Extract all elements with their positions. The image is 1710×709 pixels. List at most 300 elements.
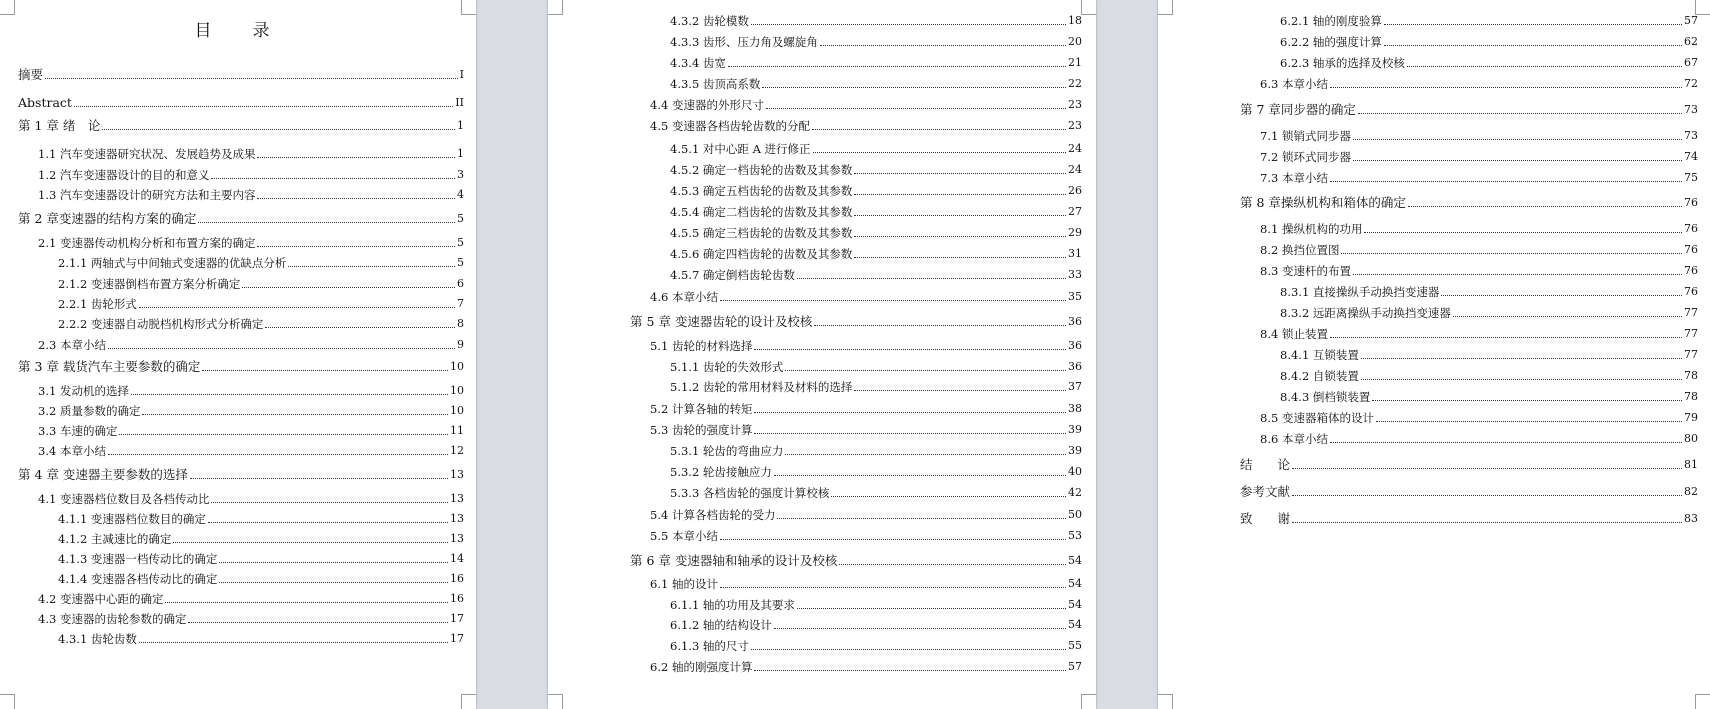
toc-entry-text: 5.3.2 轮齿接触应力	[670, 465, 772, 479]
toc-entry-page-number: 22	[1068, 77, 1082, 90]
toc-entry-text: 1.1 汽车变速器研究状况、发展趋势及成果	[38, 147, 256, 161]
toc-entry-page-number: 38	[1068, 402, 1082, 415]
toc-entry-page-number: 17	[450, 632, 464, 645]
toc-entry-page-number: 23	[1068, 98, 1082, 111]
toc-entry-text: 4.3.3 齿形、压力角及螺旋角	[670, 35, 818, 49]
toc-entry[interactable]	[1280, 12, 1698, 28]
toc-leader-dots	[814, 325, 1066, 326]
document-page-2	[548, 0, 1096, 709]
toc-entry-text: 4.5 变速器各档齿轮齿数的分配	[650, 119, 810, 133]
toc-entry-text: 2.2.1 齿轮形式	[58, 297, 137, 311]
toc-entry[interactable]	[670, 12, 1082, 28]
toc-entry-page-number: 77	[1684, 327, 1698, 340]
toc-leader-dots	[139, 642, 448, 643]
toc-leader-dots	[45, 78, 458, 79]
toc-leader-dots	[131, 394, 448, 395]
toc-entry[interactable]	[38, 490, 464, 506]
toc-entry-page-number: 33	[1068, 268, 1082, 281]
toc-entry[interactable]	[18, 466, 464, 482]
toc-entry[interactable]	[1240, 101, 1698, 117]
toc-entry[interactable]	[58, 530, 464, 546]
toc-entry-page-number: 39	[1068, 444, 1082, 457]
toc-entry-text: 6.1.1 轴的功用及其要求	[670, 598, 795, 612]
toc-entry-text: 5.2 计算各轴的转矩	[650, 402, 753, 416]
toc-entry-text: 第 5 章 变速器齿轮的设计及校核	[630, 314, 813, 329]
toc-entry[interactable]	[18, 210, 464, 226]
toc-entry-page-number: 3	[457, 168, 464, 181]
toc-leader-dots	[1353, 274, 1682, 275]
toc-entry[interactable]	[670, 182, 1082, 198]
toc-entry-text: 3.3 车速的确定	[38, 424, 118, 438]
toc-entry-text: 第 7 章同步器的确定	[1240, 102, 1356, 117]
toc-entry[interactable]	[1260, 262, 1698, 278]
toc-entry-page-number: 1	[457, 119, 464, 132]
toc-entry[interactable]	[670, 378, 1082, 394]
toc-entry[interactable]	[58, 630, 464, 646]
toc-leader-dots	[854, 173, 1066, 174]
document-page-3	[1158, 0, 1710, 709]
toc-entry-page-number: 29	[1068, 226, 1082, 239]
toc-entry[interactable]	[670, 596, 1082, 612]
toc-entry-page-number: 55	[1068, 639, 1082, 652]
toc-entry[interactable]	[1260, 241, 1698, 257]
toc-entry-page-number: 78	[1684, 369, 1698, 382]
toc-entry[interactable]	[1240, 456, 1698, 472]
toc-entry[interactable]	[58, 510, 464, 526]
toc-entry-page-number: 81	[1684, 458, 1698, 471]
toc-entry[interactable]	[38, 422, 464, 438]
toc-leader-dots	[1330, 87, 1682, 88]
toc-leader-dots	[1330, 181, 1682, 182]
toc-entry-page-number: 76	[1684, 196, 1698, 209]
toc-entry-text: 2.1 变速器传动机构分析和布置方案的确定	[38, 236, 256, 250]
toc-leader-dots	[208, 522, 448, 523]
toc-entry-text: 8.5 变速器箱体的设计	[1260, 411, 1374, 425]
toc-entry[interactable]	[650, 575, 1082, 591]
toc-entry-page-number: 11	[450, 424, 464, 437]
toc-leader-dots	[142, 414, 448, 415]
toc-entry-page-number: 73	[1684, 129, 1698, 142]
toc-entry-page-number: 6	[457, 277, 464, 290]
toc-entry-page-number: 37	[1068, 380, 1082, 393]
toc-entry-text: 2.2.2 变速器自动脱档机构形式分析确定	[58, 317, 264, 331]
toc-entry-text: 第 6 章 变速器轴和轴承的设计及校核	[630, 553, 838, 568]
toc-leader-dots	[219, 562, 448, 563]
toc-leader-dots	[1384, 45, 1682, 46]
toc-entry-page-number: 39	[1068, 423, 1082, 436]
toc-leader-dots	[854, 215, 1066, 216]
toc-leader-dots	[1372, 400, 1682, 401]
toc-entry-page-number: 21	[1068, 56, 1082, 69]
toc-entry-page-number: 27	[1068, 205, 1082, 218]
toc-entry[interactable]	[670, 266, 1082, 282]
toc-entry[interactable]	[650, 96, 1082, 112]
toc-entry-page-number: 10	[450, 384, 464, 397]
toc-entry-page-number: 16	[450, 572, 464, 585]
toc-entry-text: 1.3 汽车变速器设计的研究方法和主要内容	[38, 188, 256, 202]
toc-leader-dots	[211, 178, 455, 179]
toc-entry[interactable]	[670, 203, 1082, 219]
toc-leader-dots	[785, 454, 1066, 455]
toc-entry-text: 5.1.2 齿轮的常用材料及材料的选择	[670, 380, 853, 394]
toc-entry-page-number: 75	[1684, 171, 1698, 184]
toc-entry[interactable]	[670, 358, 1082, 374]
toc-entry-text: 4.5.5 确定三档齿轮的齿数及其参数	[670, 226, 853, 240]
toc-entry[interactable]	[38, 402, 464, 418]
crop-mark	[461, 694, 476, 709]
toc-leader-dots	[119, 434, 448, 435]
toc-entry[interactable]	[1280, 283, 1698, 299]
toc-entry[interactable]	[630, 313, 1082, 329]
toc-entry[interactable]	[670, 54, 1082, 70]
toc-entry[interactable]	[670, 463, 1082, 479]
toc-entry[interactable]	[1280, 304, 1698, 320]
toc-entry-page-number: 80	[1684, 432, 1698, 445]
toc-entry-page-number: 36	[1068, 315, 1082, 328]
toc-entry[interactable]	[38, 442, 464, 458]
toc-leader-dots	[854, 390, 1066, 391]
toc-entry-text: 5.1.1 齿轮的失效形式	[670, 360, 784, 374]
toc-entry-page-number: 82	[1684, 485, 1698, 498]
toc-entry-page-number: 20	[1068, 35, 1082, 48]
toc-entry-page-number: 35	[1068, 290, 1082, 303]
toc-entry[interactable]	[58, 295, 464, 311]
toc-entry[interactable]	[650, 527, 1082, 543]
toc-leader-dots	[728, 66, 1066, 67]
toc-entry-text: 2.1.1 两轴式与中间轴式变速器的优缺点分析	[58, 256, 287, 270]
toc-leader-dots	[720, 587, 1066, 588]
toc-entry-text: 参考文献	[1240, 484, 1291, 499]
toc-entry[interactable]	[38, 145, 464, 161]
toc-leader-dots	[1292, 522, 1682, 523]
toc-entry-page-number: 40	[1068, 465, 1082, 478]
toc-leader-dots	[1353, 160, 1682, 161]
toc-entry[interactable]	[670, 616, 1082, 632]
toc-entry[interactable]	[670, 140, 1082, 156]
toc-entry[interactable]	[58, 570, 464, 586]
toc-entry-text: 2.1.2 变速器倒档布置方案分析确定	[58, 277, 241, 291]
toc-leader-dots	[1361, 358, 1682, 359]
toc-leader-dots	[766, 108, 1066, 109]
toc-entry-text: 4.3.1 齿轮齿数	[58, 632, 137, 646]
toc-leader-dots	[108, 348, 455, 349]
toc-entry-page-number: 76	[1684, 264, 1698, 277]
toc-entry-text: 4.3.5 齿顶高系数	[670, 77, 761, 91]
toc-entry[interactable]	[650, 658, 1082, 674]
toc-leader-dots	[198, 222, 455, 223]
toc-leader-dots	[1330, 442, 1682, 443]
toc-entry-page-number: 13	[450, 512, 464, 525]
toc-entry-page-number: 72	[1684, 77, 1698, 90]
toc-entry-page-number: 24	[1068, 142, 1082, 155]
toc-entry-text: 8.6 本章小结	[1260, 432, 1328, 446]
crop-mark	[1695, 694, 1710, 709]
toc-entry-text: 8.3.2 远距离操纵手动换挡变速器	[1280, 306, 1451, 320]
toc-entry-page-number: 57	[1068, 660, 1082, 673]
toc-entry[interactable]	[58, 550, 464, 566]
toc-leader-dots	[751, 649, 1066, 650]
toc-entry-page-number: I	[459, 68, 464, 81]
toc-entry[interactable]	[38, 166, 464, 182]
toc-entry-text: 第 2 章变速器的结构方案的确定	[18, 211, 197, 226]
toc-entry-text: 6.2.1 轴的刚度验算	[1280, 14, 1382, 28]
crop-mark	[1081, 0, 1096, 15]
toc-leader-dots	[762, 87, 1066, 88]
toc-entry[interactable]	[670, 75, 1082, 91]
toc-leader-dots	[1407, 66, 1682, 67]
toc-entry[interactable]	[650, 421, 1082, 437]
toc-leader-dots	[173, 542, 448, 543]
toc-entry[interactable]	[1260, 127, 1698, 143]
toc-leader-dots	[1353, 139, 1682, 140]
toc-entry-text: 4.3 变速器的齿轮参数的确定	[38, 612, 187, 626]
toc-entry[interactable]	[1240, 483, 1698, 499]
toc-entry[interactable]	[670, 224, 1082, 240]
toc-entry-text: 4.5.3 确定五档齿轮的齿数及其参数	[670, 184, 853, 198]
toc-title: 目 录	[194, 21, 282, 41]
toc-leader-dots	[1361, 379, 1682, 380]
toc-leader-dots	[1292, 495, 1682, 496]
toc-entry-text: 4.3.4 齿宽	[670, 56, 726, 70]
toc-entry-page-number: 31	[1068, 247, 1082, 260]
toc-entry[interactable]	[1260, 148, 1698, 164]
toc-leader-dots	[754, 412, 1066, 413]
toc-leader-dots	[854, 194, 1066, 195]
toc-entry-text: 4.6 本章小结	[650, 290, 718, 304]
toc-leader-dots	[839, 564, 1066, 565]
toc-entry-text: 3.1 发动机的选择	[38, 384, 129, 398]
toc-entry-page-number: 4	[457, 188, 464, 201]
toc-entry-page-number: 10	[450, 404, 464, 417]
toc-entry-page-number: 83	[1684, 512, 1698, 525]
toc-leader-dots	[190, 478, 448, 479]
toc-entry-text: 4.1.2 主减速比的确定	[58, 532, 172, 546]
toc-entry[interactable]	[58, 275, 464, 291]
toc-entry[interactable]	[38, 186, 464, 202]
toc-entry-text: 5.3 齿轮的强度计算	[650, 423, 753, 437]
toc-entry-text: 8.3 变速杆的布置	[1260, 264, 1351, 278]
toc-leader-dots	[797, 608, 1066, 609]
toc-leader-dots	[188, 622, 448, 623]
toc-entry-text: 8.4 锁止装置	[1260, 327, 1328, 341]
toc-entry-text: 5.3.1 轮齿的弯曲应力	[670, 444, 784, 458]
toc-entry-text: 6.1.3 轴的尺寸	[670, 639, 749, 653]
toc-leader-dots	[854, 257, 1066, 258]
toc-entry[interactable]	[650, 337, 1082, 353]
toc-entry[interactable]	[1280, 54, 1698, 70]
toc-leader-dots	[102, 129, 455, 130]
toc-entry-text: 7.3 本章小结	[1260, 171, 1328, 185]
toc-entry[interactable]	[650, 288, 1082, 304]
toc-entry-text: 5.4 计算各档齿轮的受力	[650, 508, 776, 522]
toc-entry[interactable]	[18, 94, 464, 110]
toc-entry-text: 4.1 变速器档位数目及各档传动比	[38, 492, 210, 506]
toc-entry-text: 4.3.2 齿轮模数	[670, 14, 749, 28]
toc-entry-page-number: 36	[1068, 360, 1082, 373]
toc-leader-dots	[774, 475, 1066, 476]
toc-entry[interactable]	[630, 552, 1082, 568]
toc-entry-page-number: 18	[1068, 14, 1082, 27]
toc-entry-text: 第 4 章 变速器主要参数的选择	[18, 467, 188, 482]
toc-entry[interactable]	[18, 117, 464, 133]
toc-leader-dots	[1292, 468, 1682, 469]
toc-entry-text: 2.3 本章小结	[38, 338, 106, 352]
toc-entry-page-number: II	[455, 96, 464, 109]
toc-entry-page-number: 12	[450, 444, 464, 457]
toc-entry[interactable]	[1260, 430, 1698, 446]
toc-entry[interactable]	[670, 637, 1082, 653]
toc-leader-dots	[288, 266, 455, 267]
toc-entry-text: 5.5 本章小结	[650, 529, 718, 543]
toc-entry-text: 第 1 章 绪 论	[18, 118, 101, 133]
toc-leader-dots	[751, 24, 1066, 25]
toc-entry-page-number: 62	[1684, 35, 1698, 48]
toc-leader-dots	[797, 278, 1066, 279]
toc-entry[interactable]	[1240, 194, 1698, 210]
toc-entry-text: 第 8 章操纵机构和箱体的确定	[1240, 195, 1406, 210]
toc-entry-text: 5.3.3 各档齿轮的强度计算校核	[670, 486, 830, 500]
toc-entry[interactable]	[38, 382, 464, 398]
toc-entry[interactable]	[650, 400, 1082, 416]
toc-entry-text: 致 谢	[1240, 511, 1291, 526]
crop-mark	[1081, 694, 1096, 709]
toc-entry[interactable]	[650, 117, 1082, 133]
toc-entry[interactable]	[58, 315, 464, 331]
crop-mark	[548, 694, 563, 709]
toc-leader-dots	[831, 496, 1066, 497]
toc-entry[interactable]	[1280, 33, 1698, 49]
toc-leader-dots	[202, 370, 448, 371]
toc-entry-page-number: 5	[457, 212, 464, 225]
toc-leader-dots	[1341, 253, 1682, 254]
toc-entry[interactable]	[1260, 409, 1698, 425]
toc-entry-text: 8.2 换挡位置图	[1260, 243, 1340, 257]
toc-entry[interactable]	[1280, 367, 1698, 383]
document-page-1	[0, 0, 476, 709]
toc-entry[interactable]	[1260, 169, 1698, 185]
toc-entry-page-number: 77	[1684, 306, 1698, 319]
toc-entry[interactable]	[670, 33, 1082, 49]
toc-leader-dots	[1408, 206, 1682, 207]
toc-entry-page-number: 14	[450, 552, 464, 565]
toc-entry[interactable]	[1240, 510, 1698, 526]
toc-entry-page-number: 1	[457, 147, 464, 160]
toc-entry-text: Abstract	[18, 95, 72, 110]
toc-leader-dots	[165, 602, 448, 603]
toc-entry-page-number: 8	[457, 317, 464, 330]
toc-leader-dots	[813, 152, 1066, 153]
toc-entry[interactable]	[1260, 220, 1698, 236]
toc-entry-page-number: 5	[457, 256, 464, 269]
toc-leader-dots	[785, 370, 1066, 371]
toc-entry-page-number: 54	[1068, 598, 1082, 611]
toc-entry[interactable]	[670, 161, 1082, 177]
toc-entry[interactable]	[1280, 346, 1698, 362]
toc-leader-dots	[754, 670, 1066, 671]
toc-entry[interactable]	[1280, 388, 1698, 404]
toc-entry-page-number: 42	[1068, 486, 1082, 499]
toc-leader-dots	[854, 236, 1066, 237]
toc-entry-text: 4.5.4 确定二档齿轮的齿数及其参数	[670, 205, 853, 219]
toc-entry-page-number: 10	[450, 360, 464, 373]
toc-entry-text: 3.2 质量参数的确定	[38, 404, 141, 418]
toc-entry-page-number: 78	[1684, 390, 1698, 403]
toc-entry-text: 8.4.2 自锁装置	[1280, 369, 1359, 383]
toc-entry-text: 4.5.2 确定一档齿轮的齿数及其参数	[670, 163, 853, 177]
crop-mark	[548, 0, 563, 15]
toc-entry[interactable]	[650, 506, 1082, 522]
toc-entry-text: 7.1 锁销式同步器	[1260, 129, 1351, 143]
toc-leader-dots	[1376, 421, 1682, 422]
toc-entry-text: 6.1 轴的设计	[650, 577, 718, 591]
toc-entry-text: 6.3 本章小结	[1260, 77, 1328, 91]
toc-entry-text: 4.2 变速器中心距的确定	[38, 592, 164, 606]
toc-entry-page-number: 9	[457, 338, 464, 351]
toc-entry-text: 5.1 齿轮的材料选择	[650, 339, 753, 353]
toc-entry-page-number: 79	[1684, 411, 1698, 424]
toc-leader-dots	[754, 433, 1066, 434]
toc-leader-dots	[1358, 113, 1682, 114]
toc-entry-page-number: 77	[1684, 348, 1698, 361]
toc-entry[interactable]	[58, 254, 464, 270]
toc-entry-page-number: 54	[1068, 618, 1082, 631]
toc-leader-dots	[1330, 337, 1682, 338]
toc-entry[interactable]	[18, 66, 464, 82]
toc-entry-page-number: 76	[1684, 243, 1698, 256]
toc-leader-dots	[1453, 316, 1682, 317]
toc-leader-dots	[139, 307, 455, 308]
crop-mark	[1158, 694, 1173, 709]
toc-entry[interactable]	[38, 234, 464, 250]
toc-entry-text: 4.5.6 确定四档齿轮的齿数及其参数	[670, 247, 853, 261]
toc-entry-text: 6.1.2 轴的结构设计	[670, 618, 772, 632]
toc-entry-text: 7.2 锁环式同步器	[1260, 150, 1351, 164]
toc-entry-page-number: 67	[1684, 56, 1698, 69]
toc-entry[interactable]	[670, 442, 1082, 458]
toc-entry-page-number: 76	[1684, 285, 1698, 298]
toc-entry[interactable]	[38, 610, 464, 626]
toc-entry-text: 摘要	[18, 67, 44, 82]
crop-mark	[1158, 0, 1173, 15]
toc-entry-text: 8.4.3 倒档锁装置	[1280, 390, 1371, 404]
toc-entry-page-number: 26	[1068, 184, 1082, 197]
toc-leader-dots	[720, 539, 1066, 540]
toc-entry-page-number: 54	[1068, 577, 1082, 590]
toc-entry-text: 第 3 章 载货汽车主要参数的确定	[18, 359, 201, 374]
toc-entry[interactable]	[18, 358, 464, 374]
toc-entry-page-number: 53	[1068, 529, 1082, 542]
toc-entry[interactable]	[38, 590, 464, 606]
toc-entry-page-number: 16	[450, 592, 464, 605]
toc-leader-dots	[820, 45, 1066, 46]
toc-entry-text: 6.2.2 轴的强度计算	[1280, 35, 1382, 49]
toc-leader-dots	[108, 454, 448, 455]
toc-entry[interactable]	[1260, 75, 1698, 91]
toc-entry-page-number: 57	[1684, 14, 1698, 27]
toc-entry[interactable]	[38, 336, 464, 352]
toc-leader-dots	[1441, 295, 1682, 296]
toc-leader-dots	[265, 327, 455, 328]
toc-entry[interactable]	[670, 245, 1082, 261]
toc-entry-text: 8.1 操纵机构的功用	[1260, 222, 1363, 236]
toc-entry[interactable]	[670, 484, 1082, 500]
toc-leader-dots	[1384, 24, 1682, 25]
toc-entry-page-number: 13	[450, 468, 464, 481]
toc-entry-text: 8.3.1 直接操纵手动换挡变速器	[1280, 285, 1440, 299]
toc-entry[interactable]	[1260, 325, 1698, 341]
toc-leader-dots	[720, 300, 1066, 301]
toc-leader-dots	[754, 349, 1066, 350]
